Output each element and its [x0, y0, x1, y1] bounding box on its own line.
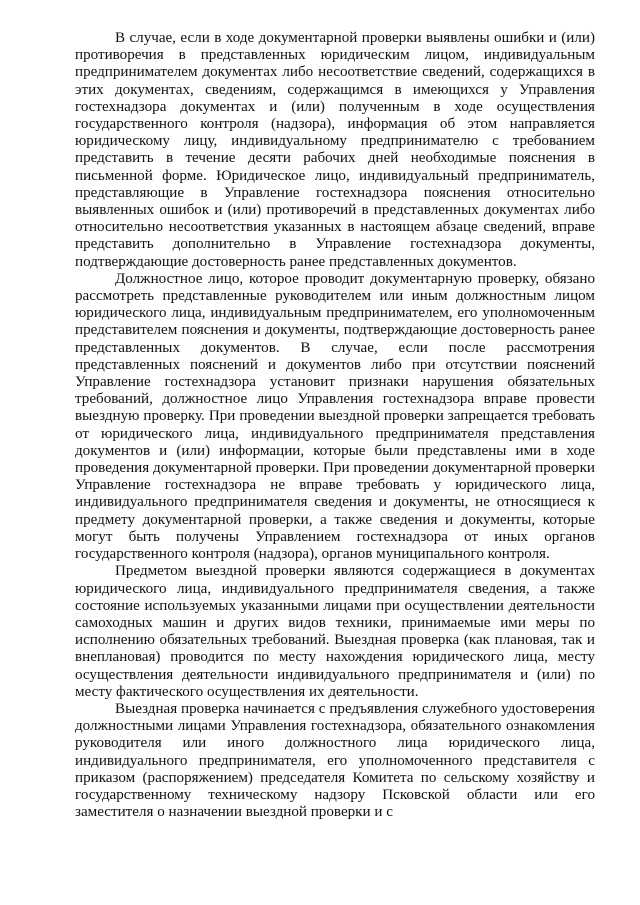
- paragraph-document-verification-errors: В случае, если в ходе документарной проверки выявлены ошибки и (или) противоречия в представленных юридическим лицом, индивидуальным предпринимателем документах либо несоответствие сведений, содержащихся в этих документах, сведениям, содержащимся в имеющихся у Управления гостехнадзора документах и (или) полученным в ходе осуществления государственного контроля (надзора), информация об этом направляется юридическому лицу, индивидуальному предпринимателю с требованием представить в течение десяти рабочих дней необходимые пояснения в письменной форме. Юридическое лицо, индивидуальный предприниматель, представляющие в Управление гостехнадзора пояснения относительно выявленных ошибок и (или) противоречий в представленных документах либо относительно несоответствия указанных в настоящем абзаце сведений, вправе представить дополнительно в Управление гостехнадзора документы, подтверждающие достоверность ранее представленных документов.: [75, 30, 595, 270]
- paragraph-official-duties: Должностное лицо, которое проводит документарную проверку, обязано рассмотреть представленные руководителем или иным должностным лицом юридического лица, индивидуальным предпринимателем, его уполномоченным представителем пояснения и документы, подтверждающие достоверность ранее представленных документов. В случае, если после рассмотрения представленных пояснений и документов либо при отсутствии пояснений Управление гостехнадзора установит признаки нарушения обязательных требований, должностное лицо Управления гостехнадзора вправе провести выездную проверку. При проведении выездной проверки запрещается требовать от юридического лица, индивидуального предпринимателя представления документов и (или) информации, которые были представлены ими в ходе проведения документарной проверки. При проведении документарной проверки Управление гостехнадзора не вправе требовать у юридического лица, индивидуального предпринимателя сведения и документы, не относящиеся к предмету документарной проверки, а также сведения и документы, которые могут быть получены Управлением гостехнадзора от иных органов государственного контроля (надзора), органов муниципального контроля.: [75, 270, 595, 563]
- paragraph-onsite-inspection-subject: Предметом выездной проверки являются содержащиеся в документах юридического лица, индивидуального предпринимателя сведения, а также состояние используемых указанными лицами при осуществлении деятельности самоходных машин и других видов техники, принимаемые ими меры по исполнению обязательных требований. Выездная проверка (как плановая, так и внеплановая) проводится по месту нахождения юридического лица, месту осуществления деятельности индивидуального предпринимателя и (или) по месту фактического осуществления их деятельности.: [75, 563, 595, 700]
- paragraph-onsite-inspection-start: Выездная проверка начинается с предъявления служебного удостоверения должностными лицами Управления гостехнадзора, обязательного ознакомления руководителя или иного должностного лица юридического лица, индивидуального предпринимателя, его уполномоченного представителя с приказом (распоряжением) председателя Комитета по сельскому хозяйству и государственному техническому надзору Псковской области или его заместителя о назначении выездной проверки и с: [75, 700, 595, 821]
- document-page: [75, 30, 595, 821]
